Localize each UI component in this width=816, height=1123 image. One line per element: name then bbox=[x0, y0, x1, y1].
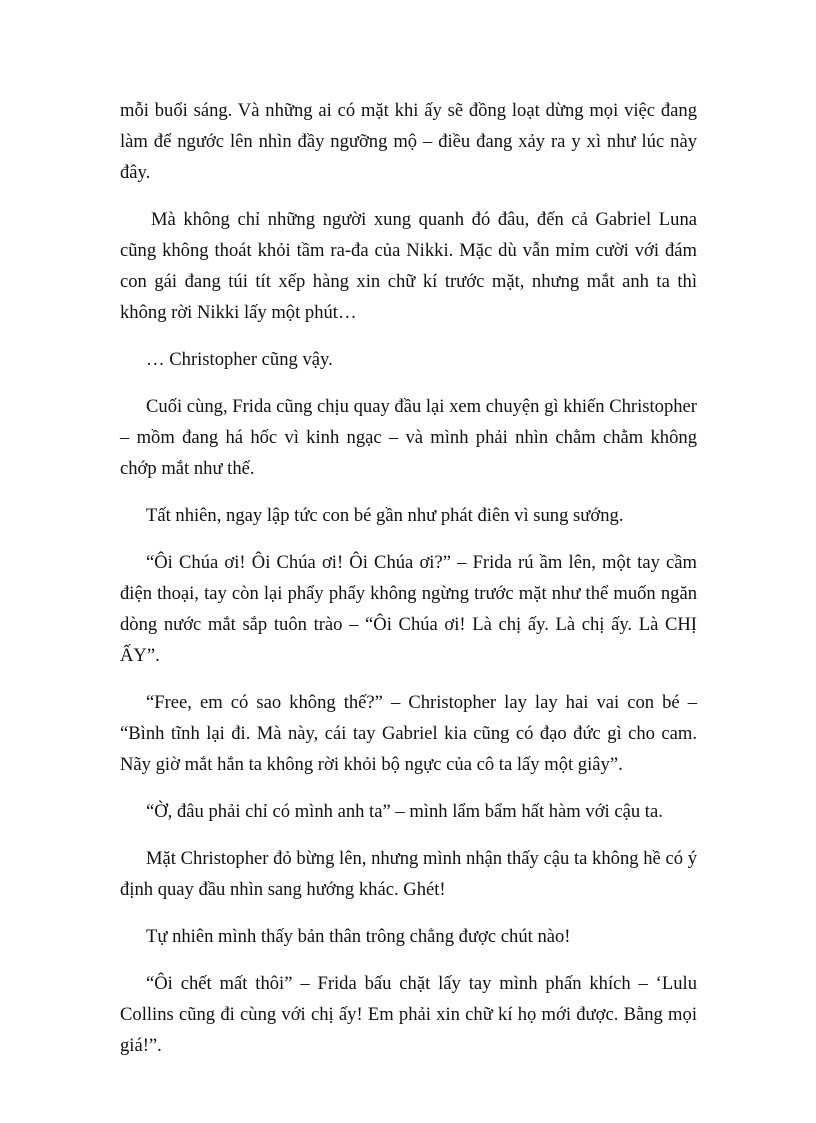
paragraph-11: “Ôi chết mất thôi” – Frida bấu chặt lấy tay mình phấn khích – ‘Lulu Collins cũng đi cùng với chị ấy! Em phải xin chữ kí họ mới được. Bằng mọi giá!”. bbox=[120, 973, 697, 1056]
paragraph-6: “Ôi Chúa ơi! Ôi Chúa ơi! Ôi Chúa ơi?” – Frida rú ầm lên, một tay cầm điện thoại, tay còn lại phẩy phẩy không ngừng trước mặt như thể muốn ngăn dòng nước mắt sắp tuôn trào – “Ôi Chúa ơi! Là chị ấy. Là chị ấy. Là CHỊ ẤY”. bbox=[120, 552, 697, 666]
paragraph-9: Mặt Christopher đỏ bừng lên, nhưng mình nhận thấy cậu ta không hề có ý định quay đầu nhìn sang hướng khác. Ghét! bbox=[120, 848, 697, 900]
paragraph-5: Tất nhiên, ngay lập tức con bé gần như phát điên vì sung sướng. bbox=[146, 505, 624, 526]
paragraph-4: Cuối cùng, Frida cũng chịu quay đầu lại xem chuyện gì khiến Christopher – mồm đang há hốc vì kinh ngạc – và mình phải nhìn chằm chằm không chớp mắt như thế. bbox=[120, 396, 697, 479]
paragraph-7: “Free, em có sao không thế?” – Christopher lay lay hai vai con bé – “Bình tĩnh lại đi. Mà này, cái tay Gabriel kia cũng có đạo đức gì cho cam. Nãy giờ mắt hắn ta không rời khỏi bộ ngực của cô ta lấy một giây”. bbox=[120, 692, 697, 775]
paragraph-8: “Ờ, đâu phải chỉ có mình anh ta” – mình lẩm bẩm hất hàm với cậu ta. bbox=[146, 801, 663, 822]
paragraph-10: Tự nhiên mình thấy bản thân trông chẳng được chút nào! bbox=[146, 926, 571, 947]
paragraph-2: Mà không chỉ những người xung quanh đó đâu, đến cả Gabriel Luna cũng không thoát khỏi tầm ra-đa của Nikki. Mặc dù vẫn mỉm cười với đám con gái đang túi tít xếp hàng xin chữ kí trước mặt, nhưng mắt anh ta thì không rời Nikki lấy một phút… bbox=[120, 209, 697, 323]
paragraph-1: mỗi buổi sáng. Và những ai có mặt khi ấy sẽ đồng loạt dừng mọi việc đang làm để ngước lên nhìn đầy ngưỡng mộ – điều đang xảy ra y xì như lúc này đây. bbox=[120, 100, 697, 183]
paragraph-3: … Christopher cũng vậy. bbox=[146, 349, 333, 370]
document-page bbox=[120, 95, 697, 1077]
